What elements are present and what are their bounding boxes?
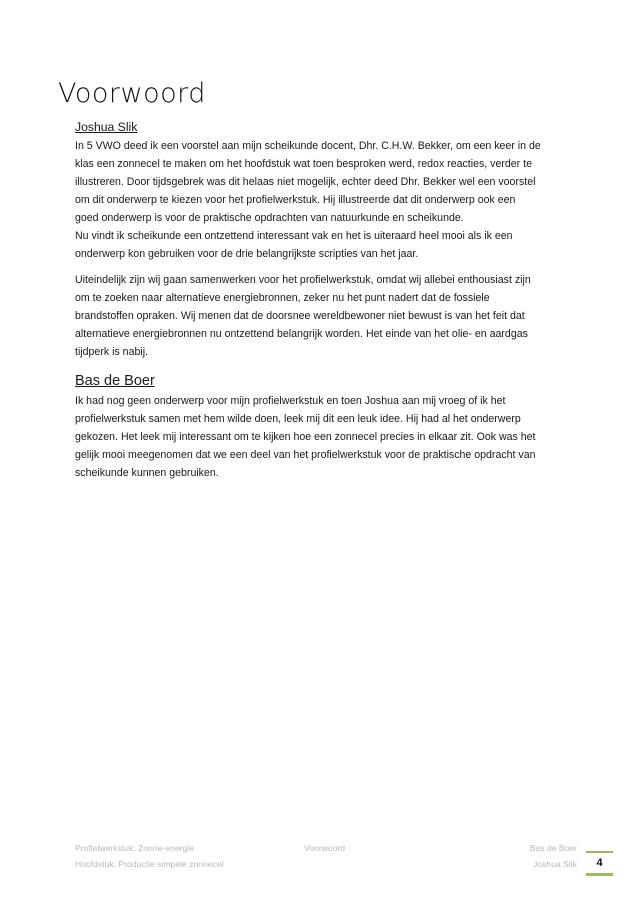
footer-left [75,840,224,872]
text-line: profielwerkstuk samen met hem wilde doen, leek mij dit een leuk idee. Hij had al het onderwerp [75,413,521,425]
text-line: In 5 VWO deed ik een voorstel aan mijn scheikunde docent, Dhr. C.H.W. Bekker, om een keer in de [75,140,541,152]
page-title: Voorwoord [58,78,206,109]
text-line: klas een zonnecel te maken om het hoofdstuk wat toen besproken werd, redox reacties, verder te [75,158,532,170]
text-line: gekozen. Het leek mij interessant om te kijken hoe een zonnecel precies in elkaar zit. Ook was het [75,431,536,443]
text-line: alternatieve energiebronnen nu ontzettend belangrijk worden. Het einde van het olie- en aardgas [75,328,528,340]
footer-chapter: Hoofdstuk: Productie simpele zonnecel [75,859,224,869]
text-line: gelijk mooi meegenomen dat we een deel van het profielwerkstuk voor de praktische opdracht van [75,449,536,461]
paragraph [75,392,563,482]
document-body [75,118,563,490]
text-line: tijdperk is nabij. [75,346,149,358]
page-number: 4 [596,857,603,869]
footer-project-title: Profielwerkstuk: Zonne-energie [75,843,194,853]
section-author-heading: Bas de Boer [75,373,155,389]
footer-right [530,840,577,872]
paragraph [75,137,563,263]
section-joshua [75,118,563,361]
footer-center [304,840,345,856]
footer-section-name: Voorwoord [304,843,346,853]
text-line: illustreren. Door tijdsgebrek was dit helaas niet mogelijk, echter deed Dhr. Bekker wel een voorstel [75,176,536,188]
section-author-heading: Joshua Slik [75,120,138,134]
page-number-rule-top [586,851,613,853]
text-line: onderwerp kon gebruiken voor de drie belangrijkste scripties van het jaar. [75,248,419,260]
text-line: Ik had nog geen onderwerp voor mijn profielwerkstuk en toen Joshua aan mij vroeg of ik het [75,395,506,407]
text-line: Nu vindt ik scheikunde een ontzettend interessant vak en het is uiteraard heel mooi als ik een [75,230,513,242]
section-bas [75,371,563,482]
page-number-rule-bottom [586,873,613,876]
text-line: brandstoffen opraken. Wij menen dat de doorsnee wereldbewoner niet bewust is van het feit dat [75,310,525,322]
paragraph [75,271,563,361]
text-line: om dit onderwerp te kiezen voor het profielwerkstuk. Hij illustreerde dat dit onderwerp ook een [75,194,516,206]
footer-author-1: Bas de Boer [529,843,577,853]
footer-author-2: Joshua Slik [533,859,577,869]
text-line: om te zoeken naar alternatieve energiebronnen, zeker nu het punt nadert dat de fossiele [75,292,490,304]
text-line: goed onderwerp is voor de praktische opdrachten van natuurkunde en scheikunde. [75,212,464,224]
text-line: scheikunde kunnen gebruiken. [75,467,219,479]
text-line: Uiteindelijk zijn wij gaan samenwerken voor het profielwerkstuk, omdat wij allebei enthousiast zijn [75,274,531,286]
